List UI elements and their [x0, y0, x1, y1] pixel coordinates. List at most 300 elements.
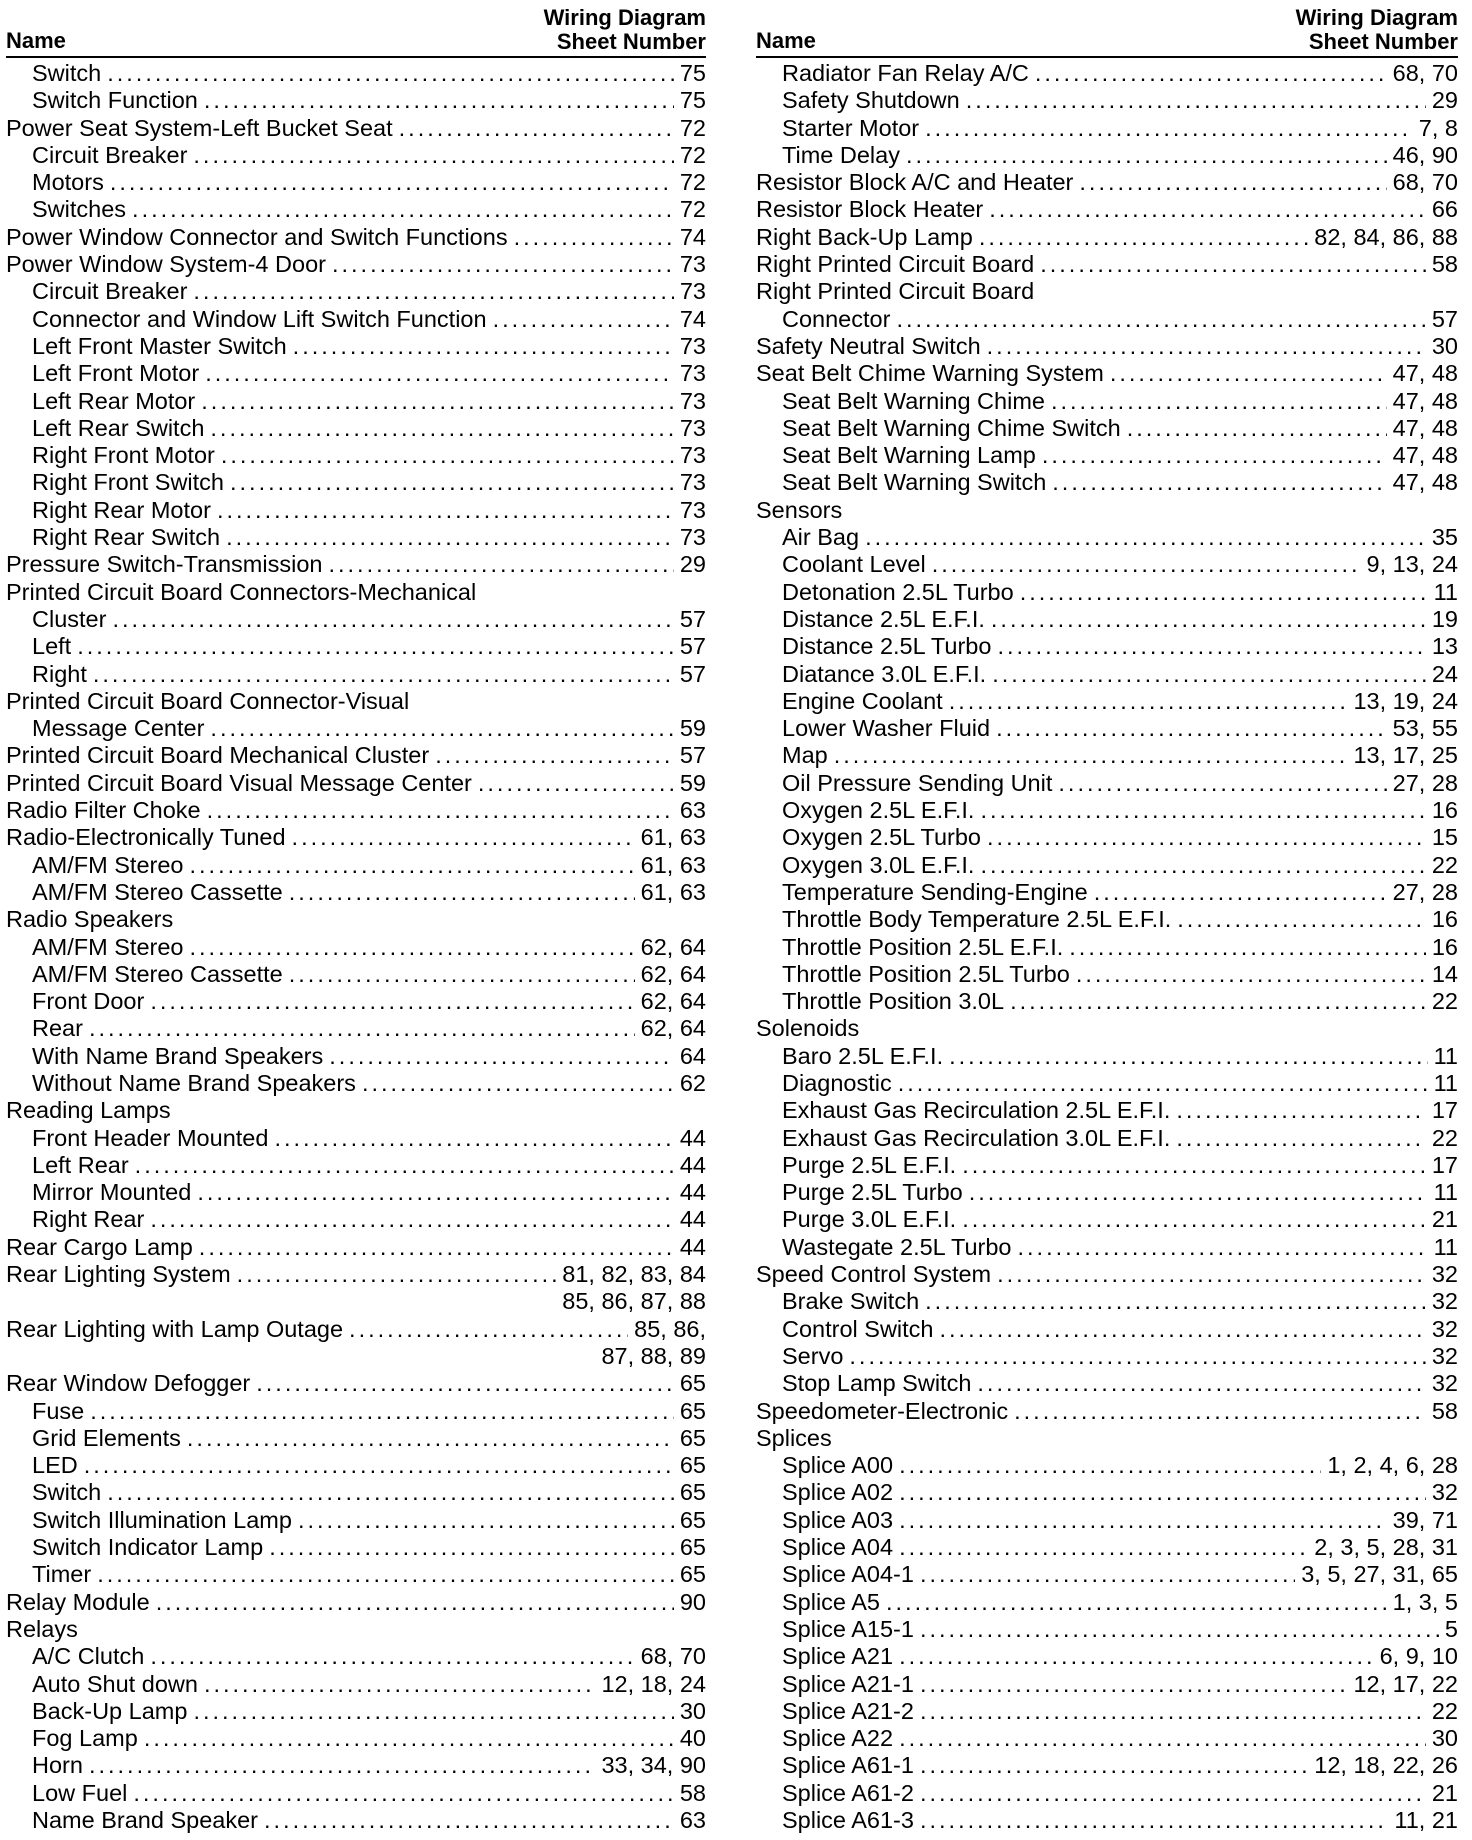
sheet-number: 5 — [1444, 1615, 1458, 1642]
dot-leader — [1069, 934, 1426, 961]
sheet-number: 32 — [1431, 1261, 1458, 1288]
index-entry — [756, 934, 1458, 961]
index-entry — [756, 1043, 1458, 1070]
entry-name: Right Printed Circuit Board — [756, 278, 1035, 305]
entry-name: Mirror Mounted — [32, 1179, 192, 1206]
index-entry-continuation — [6, 1288, 706, 1315]
index-entry — [756, 60, 1458, 87]
index-entry — [6, 824, 706, 851]
index-entry — [6, 1097, 706, 1124]
column-header — [6, 4, 706, 58]
dot-leader — [980, 852, 1425, 879]
sheet-number: 68, 70 — [1392, 169, 1458, 196]
entry-name: Low Fuel — [32, 1779, 128, 1806]
sheet-number: 3, 5, 27, 31, 65 — [1301, 1561, 1458, 1588]
index-column-right — [756, 4, 1458, 1834]
index-entry — [756, 196, 1458, 223]
sheet-number: 47, 48 — [1392, 414, 1458, 441]
sheet-number: 32 — [1431, 1479, 1458, 1506]
dot-leader — [1035, 60, 1387, 87]
entry-name: Left Front Master Switch — [32, 332, 287, 359]
dot-leader — [112, 606, 673, 633]
name-heading: Name — [6, 28, 66, 53]
sheet-number: 27, 28 — [1392, 769, 1458, 796]
entry-name: Detonation 2.5L Turbo — [782, 578, 1014, 605]
entry-name: Fog Lamp — [32, 1725, 138, 1752]
index-entry-continuation — [6, 1343, 706, 1370]
index-entry — [756, 1261, 1458, 1288]
dot-leader — [89, 1752, 596, 1779]
entry-name: Seat Belt Warning Lamp — [782, 442, 1036, 469]
index-entry — [6, 1452, 706, 1479]
index-entry — [756, 606, 1458, 633]
entry-name: Map — [782, 742, 828, 769]
sheet-number: 73 — [679, 496, 706, 523]
sheet-number: 32 — [1431, 1315, 1458, 1342]
index-entry — [6, 251, 706, 278]
sheet-number: 58 — [679, 1779, 706, 1806]
index-entry — [6, 388, 706, 415]
index-entry — [756, 988, 1458, 1015]
index-entry — [756, 797, 1458, 824]
index-entry — [6, 333, 706, 360]
sheet-number: 90 — [679, 1588, 706, 1615]
entry-name: Auto Shut down — [32, 1670, 198, 1697]
index-entry — [6, 742, 706, 769]
index-entry — [756, 388, 1458, 415]
entry-name: Switch Function — [32, 87, 198, 114]
entry-name: Seat Belt Chime Warning System — [756, 360, 1104, 387]
index-entry — [6, 1643, 706, 1670]
sheet-number: 1, 3, 5 — [1392, 1588, 1458, 1615]
sheet-number: 65 — [679, 1370, 706, 1397]
sheet-number: 47, 48 — [1392, 387, 1458, 414]
index-entry — [756, 224, 1458, 251]
sheet-number: 32 — [1431, 1370, 1458, 1397]
sheet-heading-line-1: Wiring Diagram — [543, 5, 706, 30]
dot-leader — [920, 1752, 1308, 1779]
entry-name: Air Bag — [782, 524, 860, 551]
entry-name: Splice A04 — [782, 1534, 894, 1561]
dot-leader — [949, 688, 1348, 715]
index-entry — [756, 715, 1458, 742]
dot-leader — [221, 442, 674, 469]
dot-leader — [969, 1179, 1428, 1206]
dot-leader — [150, 988, 634, 1015]
entry-name: Distance 2.5L Turbo — [782, 633, 992, 660]
entry-name: Brake Switch — [782, 1288, 920, 1315]
sheet-number: 72 — [679, 196, 706, 223]
index-entry — [756, 1807, 1458, 1834]
index-entry — [756, 742, 1458, 769]
index-entry — [756, 1616, 1458, 1643]
entry-name: Engine Coolant — [782, 687, 943, 714]
dot-leader — [1079, 169, 1386, 196]
sheet-number: 75 — [679, 87, 706, 114]
index-entry — [756, 551, 1458, 578]
dot-leader — [989, 196, 1426, 223]
entry-name: Radio Filter Choke — [6, 797, 201, 824]
index-entry — [6, 988, 706, 1015]
sheet-number: 72 — [679, 169, 706, 196]
index-entry — [6, 278, 706, 305]
sheet-number: 73 — [679, 332, 706, 359]
index-entry — [756, 852, 1458, 879]
entry-name: Temperature Sending-Engine — [782, 878, 1088, 905]
sheet-number: 44 — [679, 1179, 706, 1206]
index-entry — [756, 415, 1458, 442]
index-entry — [756, 1507, 1458, 1534]
index-entry — [6, 497, 706, 524]
index-entry — [6, 770, 706, 797]
entry-name: Coolant Level — [782, 551, 926, 578]
sheet-number: 85, 86, — [634, 1315, 706, 1342]
index-entry — [756, 1452, 1458, 1479]
sheet-number: 46, 90 — [1392, 141, 1458, 168]
index-entry — [756, 1206, 1458, 1233]
sheet-number: 44 — [679, 1151, 706, 1178]
index-entry — [756, 1070, 1458, 1097]
entry-name: Left Rear Switch — [32, 414, 205, 441]
index-entry — [756, 770, 1458, 797]
sheet-number: 17 — [1431, 1151, 1458, 1178]
index-entry — [756, 1671, 1458, 1698]
entry-name: Lower Washer Fluid — [782, 715, 991, 742]
sheet-number: 57 — [679, 605, 706, 632]
index-entry — [756, 524, 1458, 551]
sheet-number: 22 — [1431, 988, 1458, 1015]
entry-name: Relays — [6, 1615, 78, 1642]
sheet-number: 61, 63 — [640, 878, 706, 905]
dot-leader — [849, 1343, 1425, 1370]
index-entry — [6, 1534, 706, 1561]
entry-list-left — [6, 60, 706, 1834]
entry-name: Splice A03 — [782, 1506, 894, 1533]
index-entry — [6, 469, 706, 496]
dot-leader — [193, 1698, 673, 1725]
entry-name: AM/FM Stereo — [32, 851, 184, 878]
index-entry — [6, 1561, 706, 1588]
index-entry — [756, 824, 1458, 851]
dot-leader — [132, 196, 674, 223]
dot-leader — [1076, 961, 1426, 988]
dot-leader — [1051, 388, 1387, 415]
entry-name: Safety Neutral Switch — [756, 332, 981, 359]
entry-name: Radio Speakers — [6, 906, 174, 933]
index-entry — [6, 1316, 706, 1343]
index-entry — [756, 1343, 1458, 1370]
entry-name: Solenoids — [756, 1015, 860, 1042]
entry-name: Motors — [32, 169, 104, 196]
sheet-number: 44 — [679, 1124, 706, 1151]
sheet-number: 12, 18, 24 — [601, 1670, 706, 1697]
entry-name: Right Front Switch — [32, 469, 224, 496]
dot-leader — [144, 1725, 674, 1752]
dot-leader — [899, 1507, 1387, 1534]
entry-name: Rear Lighting with Lamp Outage — [6, 1315, 344, 1342]
index-entry — [756, 115, 1458, 142]
sheet-number: 72 — [679, 141, 706, 168]
index-entry — [756, 1780, 1458, 1807]
entry-name: Throttle Position 2.5L E.F.I. — [782, 933, 1064, 960]
dot-leader — [1010, 988, 1426, 1015]
sheet-number: 29 — [679, 551, 706, 578]
entry-name: With Name Brand Speakers — [32, 1042, 324, 1069]
sheet-number: 22 — [1431, 851, 1458, 878]
dot-leader — [899, 1452, 1321, 1479]
dot-leader — [210, 415, 673, 442]
entry-name: Time Delay — [782, 141, 900, 168]
dot-leader — [399, 115, 674, 142]
dot-leader — [920, 1780, 1426, 1807]
index-entry — [756, 661, 1458, 688]
entry-name: Splice A04-1 — [782, 1561, 914, 1588]
sheet-number: 62, 64 — [640, 988, 706, 1015]
sheet-number: 47, 48 — [1392, 469, 1458, 496]
index-entry — [756, 1698, 1458, 1725]
entry-name: Stop Lamp Switch — [782, 1370, 972, 1397]
dot-leader — [289, 961, 635, 988]
sheet-number: 57 — [679, 742, 706, 769]
dot-leader — [150, 1206, 674, 1233]
sheet-number: 30 — [1431, 332, 1458, 359]
dot-leader — [189, 852, 634, 879]
sheet-number: 16 — [1431, 933, 1458, 960]
sheet-number: 15 — [1431, 824, 1458, 851]
index-entry — [6, 1616, 706, 1643]
index-entry — [756, 1288, 1458, 1315]
dot-leader — [920, 1807, 1388, 1834]
entry-name: Right — [32, 660, 87, 687]
entry-name: AM/FM Stereo Cassette — [32, 878, 283, 905]
dot-leader — [932, 551, 1361, 578]
entry-name: LED — [32, 1452, 78, 1479]
sheet-number: 73 — [679, 251, 706, 278]
sheet-number: 12, 18, 22, 26 — [1314, 1752, 1458, 1779]
dot-leader — [997, 633, 1425, 660]
entry-name: Resistor Block Heater — [756, 196, 984, 223]
index-entry — [756, 442, 1458, 469]
index-entry — [6, 1070, 706, 1097]
name-heading: Name — [756, 28, 816, 53]
dot-leader — [298, 1507, 674, 1534]
index-entry — [6, 1698, 706, 1725]
entry-name: Servo — [782, 1342, 844, 1369]
index-entry — [756, 1561, 1458, 1588]
dot-leader — [997, 1261, 1426, 1288]
index-entry — [756, 906, 1458, 933]
dot-leader — [920, 1561, 1295, 1588]
sheet-number: 33, 34, 90 — [601, 1752, 706, 1779]
entry-name: Purge 2.5L Turbo — [782, 1179, 963, 1206]
entry-name: Splice A61-2 — [782, 1779, 914, 1806]
entry-name: Printed Circuit Board Connector-Visual — [6, 687, 410, 714]
index-entry — [6, 551, 706, 578]
entry-name: Speed Control System — [756, 1261, 992, 1288]
entry-name: Front Header Mounted — [32, 1124, 269, 1151]
dot-leader — [1176, 1097, 1425, 1124]
index-entry — [6, 169, 706, 196]
dot-leader — [133, 1780, 674, 1807]
entry-name: Connector and Window Lift Switch Function — [32, 305, 487, 332]
entry-name: Message Center — [32, 715, 205, 742]
index-entry — [756, 633, 1458, 660]
index-entry — [756, 688, 1458, 715]
sheet-number: 11 — [1433, 1179, 1458, 1206]
entry-name: Throttle Position 3.0L — [782, 988, 1005, 1015]
entry-name: Exhaust Gas Recirculation 2.5L E.F.I. — [782, 1097, 1171, 1124]
sheet-number: 74 — [679, 223, 706, 250]
sheet-number: 62, 64 — [640, 933, 706, 960]
entry-name: Front Door — [32, 988, 145, 1015]
dot-leader — [156, 1589, 674, 1616]
entry-name: Distance 2.5L E.F.I. — [782, 605, 985, 632]
entry-name: Switch Illumination Lamp — [32, 1506, 292, 1533]
dot-leader — [996, 715, 1387, 742]
entry-name: Splices — [756, 1424, 832, 1451]
sheet-number: 27, 28 — [1392, 878, 1458, 905]
dot-leader — [886, 1589, 1387, 1616]
entry-name: Rear Cargo Lamp — [6, 1233, 193, 1260]
sheet-number: 12, 17, 22 — [1353, 1670, 1458, 1697]
sheet-number: 21 — [1431, 1206, 1458, 1233]
dot-leader — [896, 306, 1425, 333]
dot-leader — [962, 1152, 1426, 1179]
dot-leader — [264, 1807, 674, 1834]
sheet-number: 73 — [679, 360, 706, 387]
sheet-number: 59 — [679, 715, 706, 742]
sheet-number: 47, 48 — [1392, 360, 1458, 387]
dot-leader — [1110, 360, 1387, 387]
sheet-number: 13, 17, 25 — [1353, 742, 1458, 769]
dot-leader — [899, 1643, 1374, 1670]
dot-leader — [949, 1043, 1427, 1070]
sheet-number: 68, 70 — [1392, 60, 1458, 86]
entry-name: AM/FM Stereo — [32, 933, 184, 960]
dot-leader — [1020, 579, 1428, 606]
dot-leader — [865, 524, 1426, 551]
sheet-number: 62, 64 — [640, 960, 706, 987]
entry-name: Switches — [32, 196, 127, 223]
dot-leader — [362, 1070, 674, 1097]
index-entry — [6, 1398, 706, 1425]
dot-leader — [84, 1452, 674, 1479]
sheet-number: 68, 70 — [640, 1643, 706, 1670]
index-entry — [6, 1043, 706, 1070]
dot-leader — [920, 1616, 1439, 1643]
sheet-number: 47, 48 — [1392, 442, 1458, 469]
entry-name: Relay Module — [6, 1588, 150, 1615]
dot-leader — [89, 1015, 635, 1042]
index-entry — [756, 142, 1458, 169]
entry-name: Starter Motor — [782, 114, 920, 141]
dot-leader — [204, 1671, 596, 1698]
dot-leader — [493, 306, 674, 333]
index-entry — [6, 879, 706, 906]
entry-name: Name Brand Speaker — [32, 1807, 258, 1833]
index-entry — [6, 1780, 706, 1807]
entry-name: Power Seat System-Left Bucket Seat — [6, 114, 393, 141]
dot-leader — [90, 1398, 674, 1425]
index-entry — [756, 1589, 1458, 1616]
dot-leader — [135, 1152, 674, 1179]
entry-name: Seat Belt Warning Chime — [782, 387, 1045, 414]
sheet-number: 11 — [1433, 578, 1458, 605]
index-entry — [756, 1179, 1458, 1206]
entry-name: Diagnostic — [782, 1069, 892, 1096]
index-entry — [6, 115, 706, 142]
entry-name: Printed Circuit Board Mechanical Cluster — [6, 742, 430, 769]
entry-name: Control Switch — [782, 1315, 934, 1342]
index-entry — [6, 1507, 706, 1534]
entry-name: Splice A21-2 — [782, 1697, 914, 1724]
entry-name: Right Printed Circuit Board — [756, 251, 1035, 278]
sheet-number: 17 — [1431, 1097, 1458, 1124]
dot-leader — [97, 1561, 674, 1588]
index-entry — [756, 333, 1458, 360]
dot-leader — [292, 824, 635, 851]
entry-name: Splice A15-1 — [782, 1615, 914, 1642]
index-entry — [756, 1097, 1458, 1124]
index-entry — [6, 1125, 706, 1152]
entry-name: Without Name Brand Speakers — [32, 1069, 356, 1096]
dot-leader — [204, 87, 674, 114]
entry-name: Seat Belt Warning Switch — [782, 469, 1047, 496]
sheet-number: 30 — [1431, 1725, 1458, 1752]
dot-leader — [920, 1698, 1426, 1725]
dot-leader — [992, 661, 1426, 688]
index-entry — [6, 661, 706, 688]
sheet-number: 53, 55 — [1392, 715, 1458, 742]
sheet-number: 35 — [1431, 524, 1458, 551]
dot-leader — [187, 1425, 674, 1452]
entry-name: Exhaust Gas Recirculation 3.0L E.F.I. — [782, 1124, 1171, 1151]
sheet-number: 22 — [1431, 1697, 1458, 1724]
dot-leader — [514, 224, 674, 251]
dot-leader — [217, 497, 674, 524]
sheet-number: 61, 63 — [640, 851, 706, 878]
sheet-number: 11, 21 — [1394, 1807, 1458, 1833]
index-entry — [756, 278, 1458, 305]
dot-leader — [1094, 879, 1387, 906]
entry-name: Timer — [32, 1561, 92, 1588]
sheet-number: 65 — [679, 1534, 706, 1561]
dot-leader — [1052, 469, 1386, 496]
index-entry — [756, 360, 1458, 387]
entry-name: Throttle Body Temperature 2.5L E.F.I. — [782, 906, 1172, 933]
sheet-number: 87, 88, 89 — [601, 1342, 706, 1369]
entry-list-right — [756, 60, 1458, 1834]
entry-name: Rear Window Defogger — [6, 1370, 251, 1397]
index-entry — [6, 633, 706, 660]
index-entry — [756, 87, 1458, 114]
sheet-number: 73 — [679, 414, 706, 441]
index-entry — [6, 688, 706, 715]
entry-name: Right Back-Up Lamp — [756, 223, 973, 250]
sheet-number: 63 — [679, 797, 706, 824]
sheet-number: 29 — [1431, 87, 1458, 114]
dot-leader — [207, 797, 674, 824]
dot-leader — [991, 606, 1426, 633]
index-entry — [756, 1725, 1458, 1752]
entry-name: Switch — [32, 1479, 102, 1506]
index-entry — [6, 579, 706, 606]
index-entry — [756, 469, 1458, 496]
sheet-number: 58 — [1431, 1397, 1458, 1424]
dot-leader — [1176, 1125, 1425, 1152]
dot-leader — [834, 742, 1348, 769]
dot-leader — [150, 1643, 634, 1670]
